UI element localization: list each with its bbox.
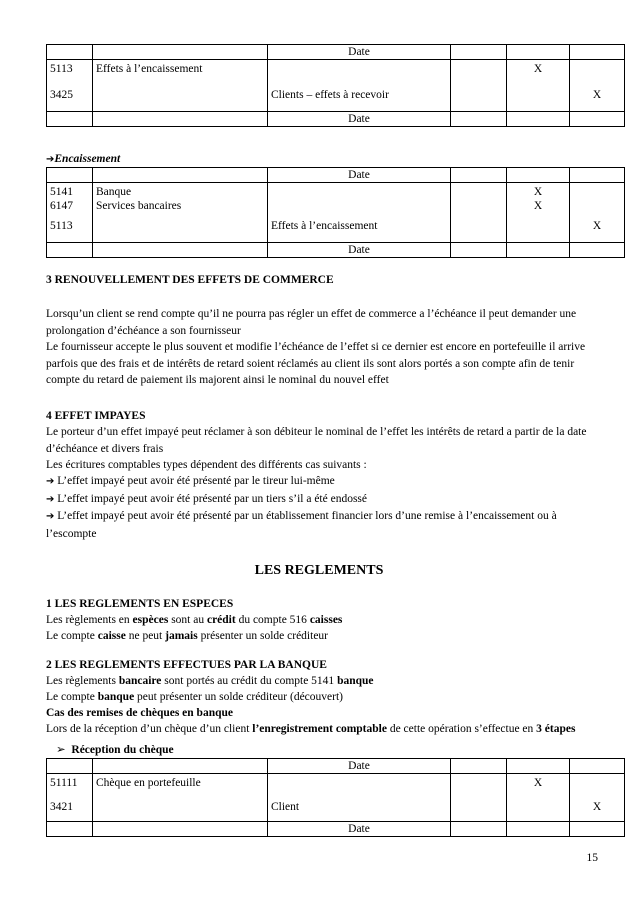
banque-line-2: Le compte banque peut présenter un solde créditeur (découvert) (46, 691, 343, 703)
credit-label: Clients – effets à recevoir (268, 60, 451, 112)
arrow-right-icon: ➔ (46, 154, 55, 165)
banque-line-4: Lors de la réception d’un chèque d’un client l’enregistrement comptable de cette opération s’effectue en 3 étapes (46, 723, 576, 735)
debit-mark: X (507, 60, 570, 112)
account-codes: 51111 3421 (47, 774, 93, 822)
section-3-title: 3 RENOUVELLEMENT DES EFFETS DE COMMERCE (46, 274, 334, 286)
banque-title: 2 LES REGLEMENTS EFFECTUES PAR LA BANQUE (46, 659, 327, 671)
arrow-right-icon: ➔ (46, 493, 55, 505)
credit-mark: X (570, 183, 625, 243)
credit-label: Effets à l’encaissement (268, 183, 451, 243)
date-cell: Date (268, 112, 451, 127)
especes-line-1: Les règlements en espèces sont au crédit du compte 516 caisses (46, 614, 343, 626)
section-4-title: 4 EFFET IMPAYES (46, 410, 146, 422)
page-number: 15 (586, 852, 598, 864)
especes-line-2: Le compte caisse ne peut jamais présenter un solde créditeur (46, 630, 328, 642)
section-4-paragraph-2: Les écritures comptables types dépendent des différents cas suivants : (46, 459, 367, 471)
section-3-paragraph-2: Le fournisseur accepte le plus souvent et modifie l’échéance de l’effet si ce dernier est encore en portefeuille il arrive parfois que des frais et de intérêts de retard soient réclamés au client ils sont alors portés a son compte afin de tenir compte du retard de paiement ils majorent ainsi le nominal du nouvel effet (46, 341, 586, 386)
sub-bullet-icon: ➢ (56, 742, 66, 756)
arrow-right-icon: ➔ (46, 511, 55, 522)
list-item: ➔ L’effet impayé peut avoir été présenté par un établissement financier lors d’une remise à l’encaissement ou à l’escompte (46, 510, 557, 540)
arrow-right-icon: ➔ (46, 476, 55, 487)
especes-title: 1 LES REGLEMENTS EN ESPECES (46, 598, 234, 610)
list-item: ➔ L’effet impayé peut avoir été présenté par un tiers s’il a été endossé (46, 492, 368, 505)
bullet-list (46, 473, 598, 542)
list-item: ➔ L’effet impayé peut avoir été présenté par le tireur lui-même (46, 475, 335, 487)
debit-label: Effets à l’encaissement (93, 60, 268, 112)
section-3-paragraph-1: Lorsqu’un client se rend compte qu’il ne pourra pas régler un effet de commerce a l’échéance il peut demander une prolongation d’échéance a son fournisseur (46, 308, 577, 337)
banque-line-1: Les règlements bancaire sont portés au crédit du compte 5141 banque (46, 675, 374, 687)
credit-label: Client (268, 774, 451, 822)
journal-entry-table-3 (46, 758, 625, 837)
debit-label: Chèque en portefeuille (93, 774, 268, 822)
credit-mark: X (570, 774, 625, 822)
account-codes: 5141 6147 5113 (47, 183, 93, 243)
date-cell: Date (268, 822, 451, 837)
date-cell: Date (268, 759, 451, 774)
journal-entry-table-1 (46, 44, 625, 127)
account-codes: 5113 3425 (47, 60, 93, 112)
section-4-paragraph-1: Le porteur d’un effet impayé peut réclamer à son débiteur le nominal de l’effet les intérêts de retard a partir de la date d’échéance et divers frais (46, 426, 587, 455)
date-cell: Date (268, 45, 451, 60)
debit-mark: X (507, 774, 570, 822)
credit-mark: X (570, 60, 625, 112)
encaissement-heading: ➔Encaissement (46, 153, 121, 165)
debit-marks: X X (507, 183, 570, 243)
journal-entry-table-2 (46, 167, 625, 258)
date-cell: Date (268, 243, 451, 258)
date-cell: Date (268, 168, 451, 183)
debit-labels: Banque Services bancaires (93, 183, 268, 243)
reglements-title: LES REGLEMENTS (254, 563, 384, 578)
banque-subheading: Cas des remises de chèques en banque (46, 707, 233, 719)
reception-heading: ➢ Réception du chèque (56, 742, 174, 756)
